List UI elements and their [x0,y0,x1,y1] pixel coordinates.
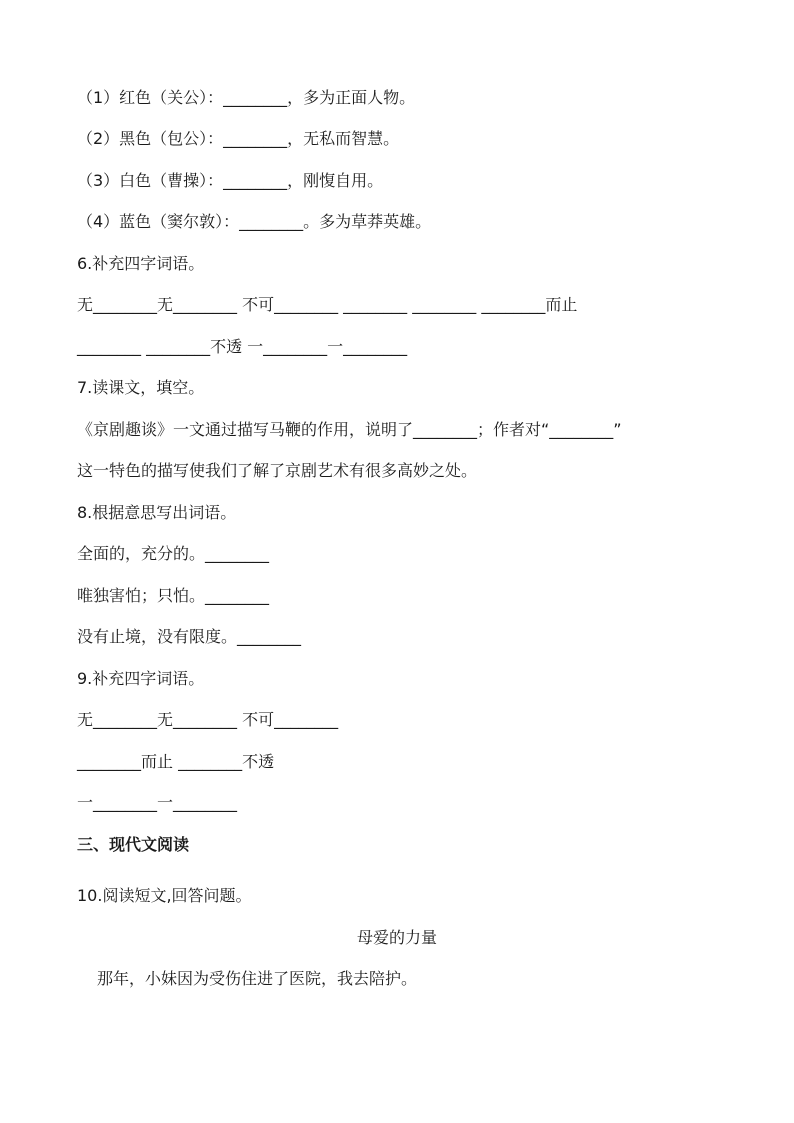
question-8-item-2: 唯独害怕；只怕。________ [77,586,270,605]
question-6-row-2: ________ ________不透 一________一________ [77,337,408,356]
face-color-red: （1）红色（关公）：________，多为正面人物。 [77,88,416,107]
section-3-heading: 三、现代文阅读 [77,835,190,854]
question-9-heading: 9.补充四字词语。 [77,669,205,688]
face-color-blue: （4）蓝色（窦尔敦）：________。多为草莽英雄。 [77,212,432,231]
question-6-row-1: 无________无________ 不可________ ________ ________ ________而止 [77,295,578,314]
question-8-heading: 8.根据意思写出词语。 [77,503,237,522]
passage-title: 母爱的力量 [356,928,437,947]
face-color-black: （2）黑色（包公）：________，无私而智慧。 [77,129,400,148]
question-7-text-2: 这一特色的描写使我们了解了京剧艺术有很多高妙之处。 [77,461,478,480]
question-8-item-1: 全面的，充分的。________ [77,544,270,563]
face-color-white: （3）白色（曹操）：________，刚愎自用。 [77,171,384,190]
question-7-heading: 7.读课文，填空。 [77,378,205,397]
passage-paragraph-1: 那年，小妹因为受伤住进了医院，我去陪护。 [97,969,418,988]
question-9-row-2: ________而止 ________不透 [77,752,275,771]
question-6-heading: 6.补充四字词语。 [77,254,205,273]
question-8-item-3: 没有止境，没有限度。________ [77,627,302,646]
question-9-row-3: 一________一________ [77,793,238,812]
question-7-text-1: 《京剧趣谈》一文通过描写马鞭的作用，说明了________；作者对“________” [77,420,622,439]
question-10-heading: 10.阅读短文,回答问题。 [77,886,252,905]
question-9-row-1: 无________无________ 不可________ [77,710,339,729]
